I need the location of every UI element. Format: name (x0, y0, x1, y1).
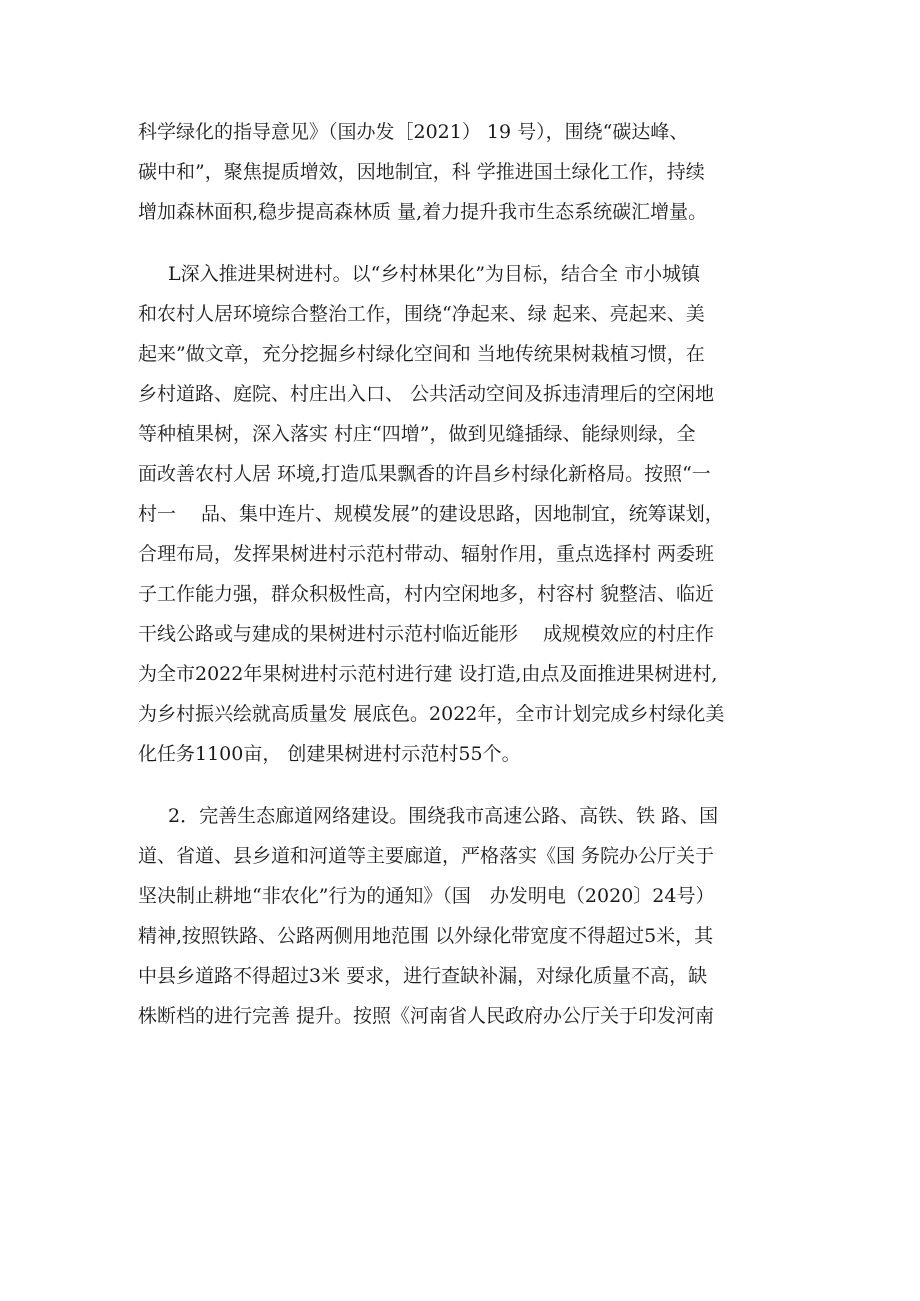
text-line: 株断档的进行完善 提升。按照《河南省人民政府办公厅关于印发河南 (138, 1005, 715, 1027)
text-line: 起来”做文章，充分挖掘乡村绿化空间和 当地传统果树栽植习惯，在 (138, 343, 705, 365)
text-line: 子工作能力强，群众积极性高，村内空闲地多，村容村 貌整洁、临近 (138, 583, 715, 605)
document-body (138, 112, 798, 1058)
text-line: 和农村人居环境综合整治工作，围绕“净起来、绿 起来、亮起来、美 (138, 303, 705, 325)
paragraph-fruit-trees (138, 254, 798, 774)
text-line: 村一 品、集中连片、规模发展”的建设思路，因地制宜，统筹谋划， (138, 503, 724, 525)
text-line: 为乡村振兴绘就高质量发 展底色。2022年，全市计划完成乡村绿化美 (138, 703, 725, 725)
text-line: 干线公路或与建成的果树进村示范村临近能形 成规模效应的村庄作 (138, 623, 715, 645)
text-line: 为全市2022年果树进村示范村进行建 设打造,由点及面推进果树进村, (138, 663, 718, 685)
text-line: 增加森林面积,稳步提高森林质 量,着力提升我市生态系统碳汇增量。 (138, 201, 708, 223)
paragraph-ecological-corridor (138, 796, 798, 1036)
text-line: 科学绿化的指导意见》（国办发［2021） 19 号），围绕“碳达峰、 (138, 121, 689, 143)
text-line: 精神,按照铁路、公路两侧用地范围 以外绿化带宽度不得超过5米，其 (138, 925, 714, 947)
text-line: 碳中和”，聚焦提质增效，因地制宜，科 学推进国土绿化工作，持续 (138, 161, 705, 183)
text-line: 化任务1100亩， 创建果树进村示范村55个。 (138, 743, 521, 765)
text-line: 坚决制止耕地“非农化”行为的通知》（国 办发明电（2020〕24号） (138, 885, 715, 907)
text-line: 合理布局，发挥果树进村示范村带动、辐射作用，重点选择村 两委班 (138, 543, 715, 565)
text-line: 乡村道路、庭院、村庄出入口、 公共活动空间及拆违清理后的空闲地 (138, 383, 715, 405)
text-line: 面改善农村人居 环境,打造瓜果飘香的许昌乡村绿化新格局。按照“一 (138, 463, 711, 485)
paragraph-continuation (138, 112, 798, 232)
text-line: 等种植果树，深入落实 村庄“四增”，做到见缝插绿、能绿则绿，全 (138, 423, 696, 445)
text-line: L深入推进果树进村。以“乡村林果化”为目标，结合全 市小城镇 (168, 263, 701, 285)
text-line: 中县乡道路不得超过3米 要求，进行查缺补漏，对绿化质量不高，缺 (138, 965, 708, 987)
text-line: 道、省道、县乡道和河道等主要廊道，严格落实《国 务院办公厅关于 (138, 845, 715, 867)
text-line: 2．完善生态廊道网络建设。围绕我市高速公路、高铁、铁 路、国 (168, 805, 719, 827)
